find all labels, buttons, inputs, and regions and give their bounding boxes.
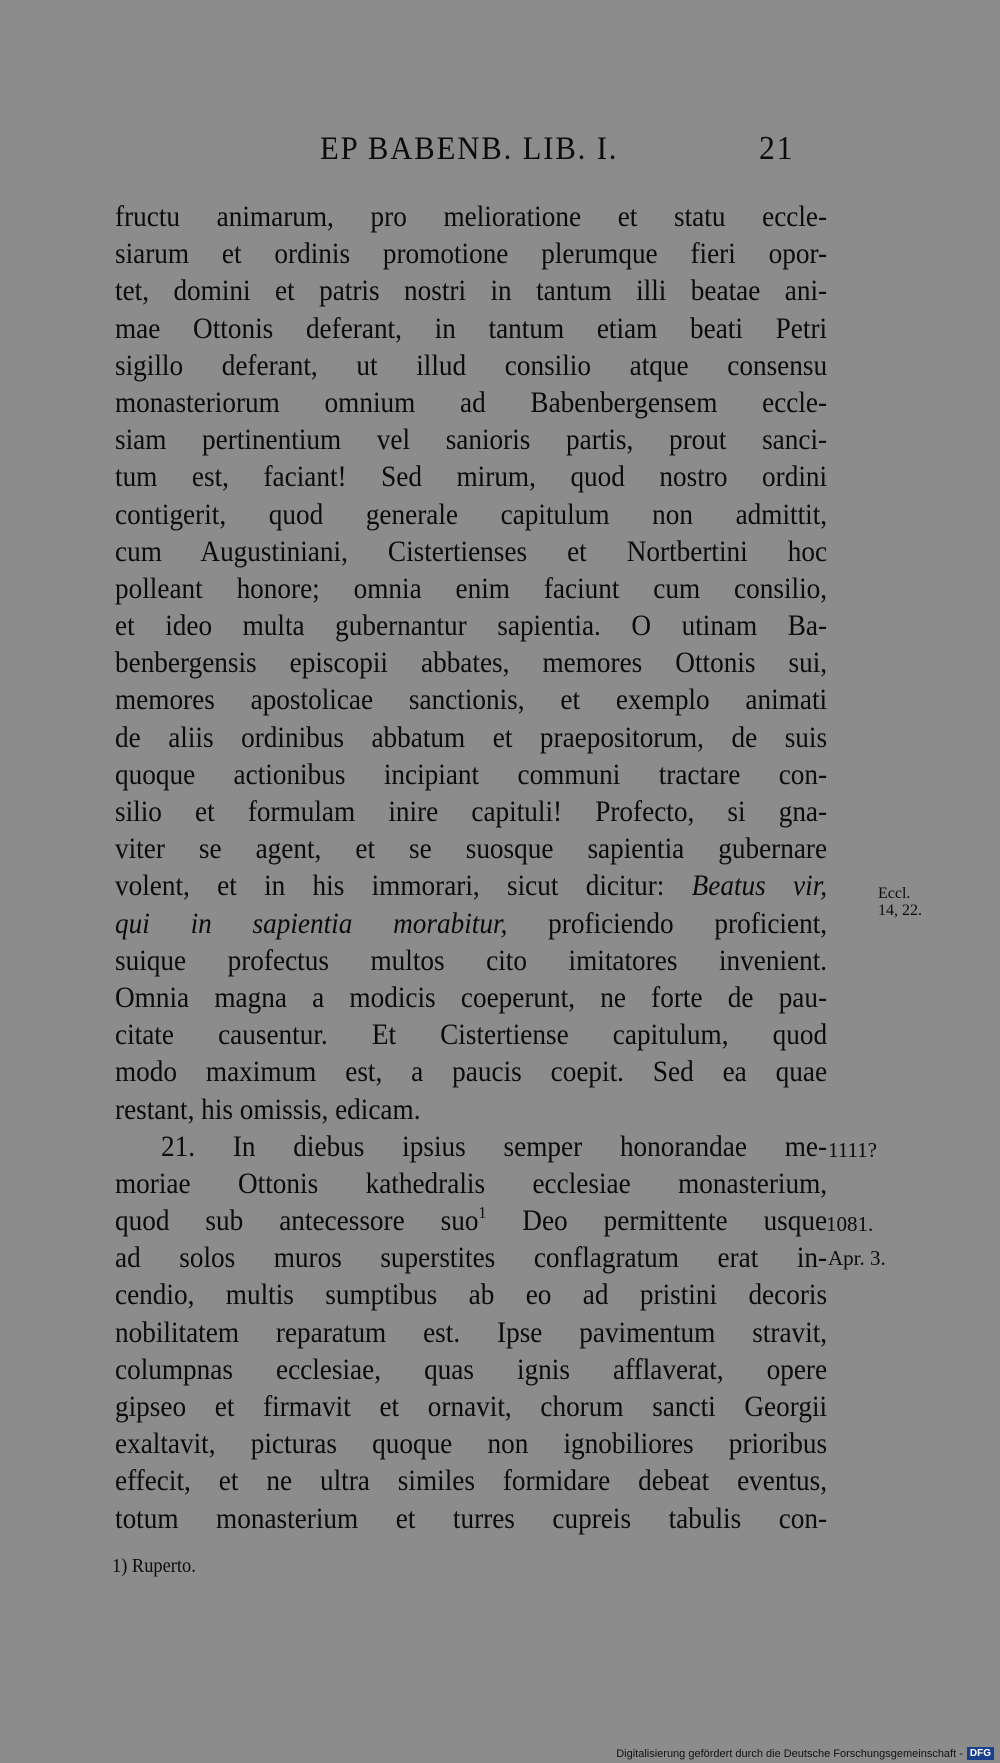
text-line: silio et formulam inire capituli! Profecto, si gna- bbox=[115, 796, 828, 828]
margin-note-line: 14, 22. bbox=[878, 902, 922, 919]
paragraph-start: 21. In diebus ipsius semper honorandae me- bbox=[161, 1130, 828, 1163]
text-line: viter se agent, et se suosque sapientia gubernare bbox=[115, 833, 828, 866]
text-line: de aliis ordinibus abbatum et praepositorum, de suis bbox=[115, 721, 828, 754]
text-line: exaltavit, picturas quoque non ignobiliores prioribus bbox=[115, 1428, 828, 1461]
text-line: benbergensis episcopii abbates, memores Ottonis sui, bbox=[115, 647, 828, 680]
text-line: columpnas ecclesiae, quas ignis afflaverat, opere bbox=[115, 1353, 828, 1386]
text-line: restant, his omissis, edicam. bbox=[115, 1093, 421, 1126]
digitization-credit bbox=[616, 1747, 994, 1760]
text-line: fructu animarum, pro melioratione et statu eccle- bbox=[115, 201, 828, 233]
text-line: cum Augustiniani, Cistertienses et Nortbertini hoc bbox=[115, 535, 828, 568]
text-line: moriae Ottonis kathedralis ecclesiae monasterium, bbox=[115, 1167, 828, 1200]
margin-note-year: 1081. bbox=[826, 1212, 874, 1236]
text-line: siam pertinentium vel sanioris partis, prout sanci- bbox=[115, 424, 828, 457]
text-line: siarum et ordinis promotione plerumque fieri opor- bbox=[115, 238, 828, 271]
text-line: polleant honore; omnia enim faciunt cum consilio, bbox=[115, 572, 828, 605]
footnote: 1) Ruperto. bbox=[112, 1555, 196, 1577]
margin-note-eccl bbox=[878, 885, 922, 919]
text-line-footnote-ref bbox=[115, 1203, 827, 1240]
text-line: tet, domini et patris nostri in tantum illi beatae ani- bbox=[115, 275, 828, 308]
margin-note-date: Apr. 3. bbox=[828, 1246, 886, 1270]
text-line: memores apostolicae sanctionis, et exemplo animati bbox=[115, 684, 828, 717]
text-segment: quod sub antecessore suo bbox=[115, 1205, 479, 1238]
text-line: totum monasterium et turres cupreis tabulis con- bbox=[115, 1502, 828, 1535]
text-line: suique profectus multos cito imitatores invenient. bbox=[115, 944, 828, 977]
text-line: et ideo multa gubernantur sapientia. O utinam Ba- bbox=[115, 610, 828, 643]
text-line-citation bbox=[115, 868, 827, 905]
page-number: 21 bbox=[758, 130, 795, 167]
running-head-title: EP BABENB. LIB. I. bbox=[320, 131, 619, 167]
text-line: effecit, et ne ultra similes formidare debeat eventus, bbox=[115, 1465, 828, 1498]
text-line-citation bbox=[115, 906, 827, 943]
text-line: sigillo deferant, ut illud consilio atque consensu bbox=[115, 349, 828, 382]
citation-italic: Beatus vir, bbox=[691, 870, 828, 903]
text-line: Omnia magna a modicis coeperunt, ne forte de pau- bbox=[115, 981, 828, 1014]
text-line: nobilitatem reparatum est. Ipse pavimentum stravit, bbox=[115, 1316, 828, 1349]
dfg-logo: DFG bbox=[967, 1747, 994, 1760]
citation-italic: qui in sapientia morabitur, bbox=[115, 907, 508, 940]
text-line: monasteriorum omnium ad Babenbergensem eccle- bbox=[115, 386, 828, 419]
margin-note-line: Eccl. bbox=[878, 885, 911, 902]
text-segment: Deo permittente usque bbox=[522, 1205, 828, 1238]
text-line: cendio, multis sumptibus ab eo ad pristini decoris bbox=[115, 1279, 828, 1312]
text-line: modo maximum est, a paucis coepit. Sed ea quae bbox=[115, 1056, 828, 1089]
text-line: quoque actionibus incipiant communi tractare con- bbox=[115, 758, 828, 791]
credit-text: Digitalisierung gefördert durch die Deutsche Forschungsgemeinschaft - bbox=[616, 1747, 963, 1760]
text-line: ad solos muros superstites conflagratum erat in- bbox=[115, 1242, 828, 1275]
text-segment: proficiendo proficient, bbox=[548, 907, 828, 940]
footnote-marker: 1 bbox=[478, 1203, 487, 1223]
text-line: tum est, faciant! Sed mirum, quod nostro ordini bbox=[115, 461, 828, 494]
running-head bbox=[320, 130, 794, 168]
margin-note-year-uncertain: 1111? bbox=[828, 1138, 877, 1162]
text-segment: volent, et in his immorari, sicut dicitur: bbox=[115, 870, 665, 903]
body-text bbox=[115, 199, 827, 1538]
text-line: citate causentur. Et Cistertiense capitulum, quod bbox=[115, 1019, 828, 1052]
text-line: gipseo et firmavit et ornavit, chorum sancti Georgii bbox=[115, 1391, 828, 1423]
text-line: contigerit, quod generale capitulum non admittit, bbox=[115, 498, 828, 531]
text-line: mae Ottonis deferant, in tantum etiam beati Petri bbox=[115, 312, 828, 345]
